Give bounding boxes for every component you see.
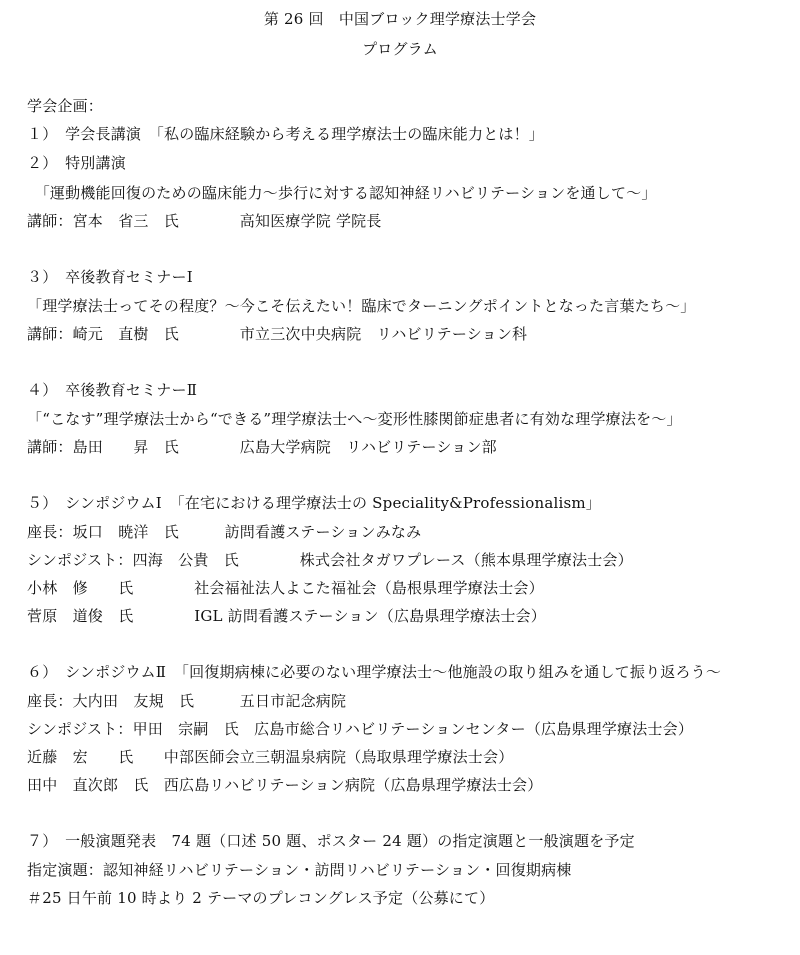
program-item-2-lecturer: 講師：宮本 省三 氏 高知医療学院 学院長 — [27, 212, 382, 230]
document-subtitle: プログラム — [362, 40, 438, 58]
program-item-3: ３） 卒後教育セミナーⅠ — [27, 268, 193, 286]
program-item-5-symposist-1: シンポジスト：四海 公貴 氏 株式会社タガワプレース（熊本県理学療法士会） — [27, 551, 633, 569]
program-item-2-title: 「運動機能回復のための臨床能力～歩行に対する認知神経リハビリテーションを通して～」 — [27, 184, 657, 202]
program-item-6-symposist-3: 田中 直次郎 氏 西広島リハビリテーション病院（広島県理学療法士会） — [27, 776, 543, 794]
program-item-3-lecturer: 講師：崎元 直樹 氏 市立三次中央病院 リハビリテーション科 — [27, 325, 528, 343]
program-item-6-symposist-1: シンポジスト：甲田 宗嗣 氏 広島市総合リハビリテーションセンター（広島県理学療法士会） — [27, 720, 694, 738]
program-item-7: ７） 一般演題発表 74 題（口述 50 題、ポスター 24 題）の指定演題と一般演題を予定 — [27, 832, 635, 850]
program-item-2: ２） 特別講演 — [27, 154, 126, 172]
program-item-4-title: 「“こなす”理学療法士から“できる”理学療法士へ～変形性膝関節症患者に有効な理学療法を～」 — [27, 410, 682, 428]
program-item-6-symposist-2: 近藤 宏 氏 中部医師会立三朝温泉病院（鳥取県理学療法士会） — [27, 748, 514, 766]
program-item-7-precongress: ＃25 日午前 10 時より 2 テーマのプレコングレス予定（公募にて） — [27, 889, 495, 907]
section-heading-conference-plan: 学会企画： — [27, 97, 104, 115]
program-item-4: ４） 卒後教育セミナーⅡ — [27, 381, 198, 399]
program-item-7-designated: 指定演題：認知神経リハビリテーション・訪問リハビリテーション・回復期病棟 — [27, 861, 572, 879]
program-item-6-chair: 座長：大内田 友規 氏 五日市記念病院 — [27, 692, 347, 710]
document-title: 第 26 回 中国ブロック理学療法士学会 — [263, 10, 537, 28]
program-item-5-symposist-2: 小林 修 氏 社会福祉法人よこた福祉会（島根県理学療法士会） — [27, 579, 544, 597]
program-item-3-title: 「理学療法士ってその程度？～今こそ伝えたい！臨床でターニングポイントとなった言葉たち～」 — [27, 297, 696, 315]
program-item-5-chair: 座長：坂口 暁洋 氏 訪問看護ステーションみなみ — [27, 523, 422, 541]
program-item-6: ６） シンポジウムⅡ 「回復期病棟に必要のない理学療法士～他施設の取り組みを通して振り返ろう～ — [27, 663, 722, 681]
program-item-5-symposist-3: 菅原 道俊 氏 IGL 訪問看護ステーション（広島県理学療法士会） — [27, 607, 546, 625]
program-item-5: ５） シンポジウムⅠ 「在宅における理学療法士の Speciality&Professionalism」 — [27, 494, 601, 512]
program-item-1: １） 学会長講演 「私の臨床経験から考える理学療法士の臨床能力とは！」 — [27, 125, 545, 143]
program-item-4-lecturer: 講師：島田 昇 氏 広島大学病院 リハビリテーション部 — [27, 438, 497, 456]
